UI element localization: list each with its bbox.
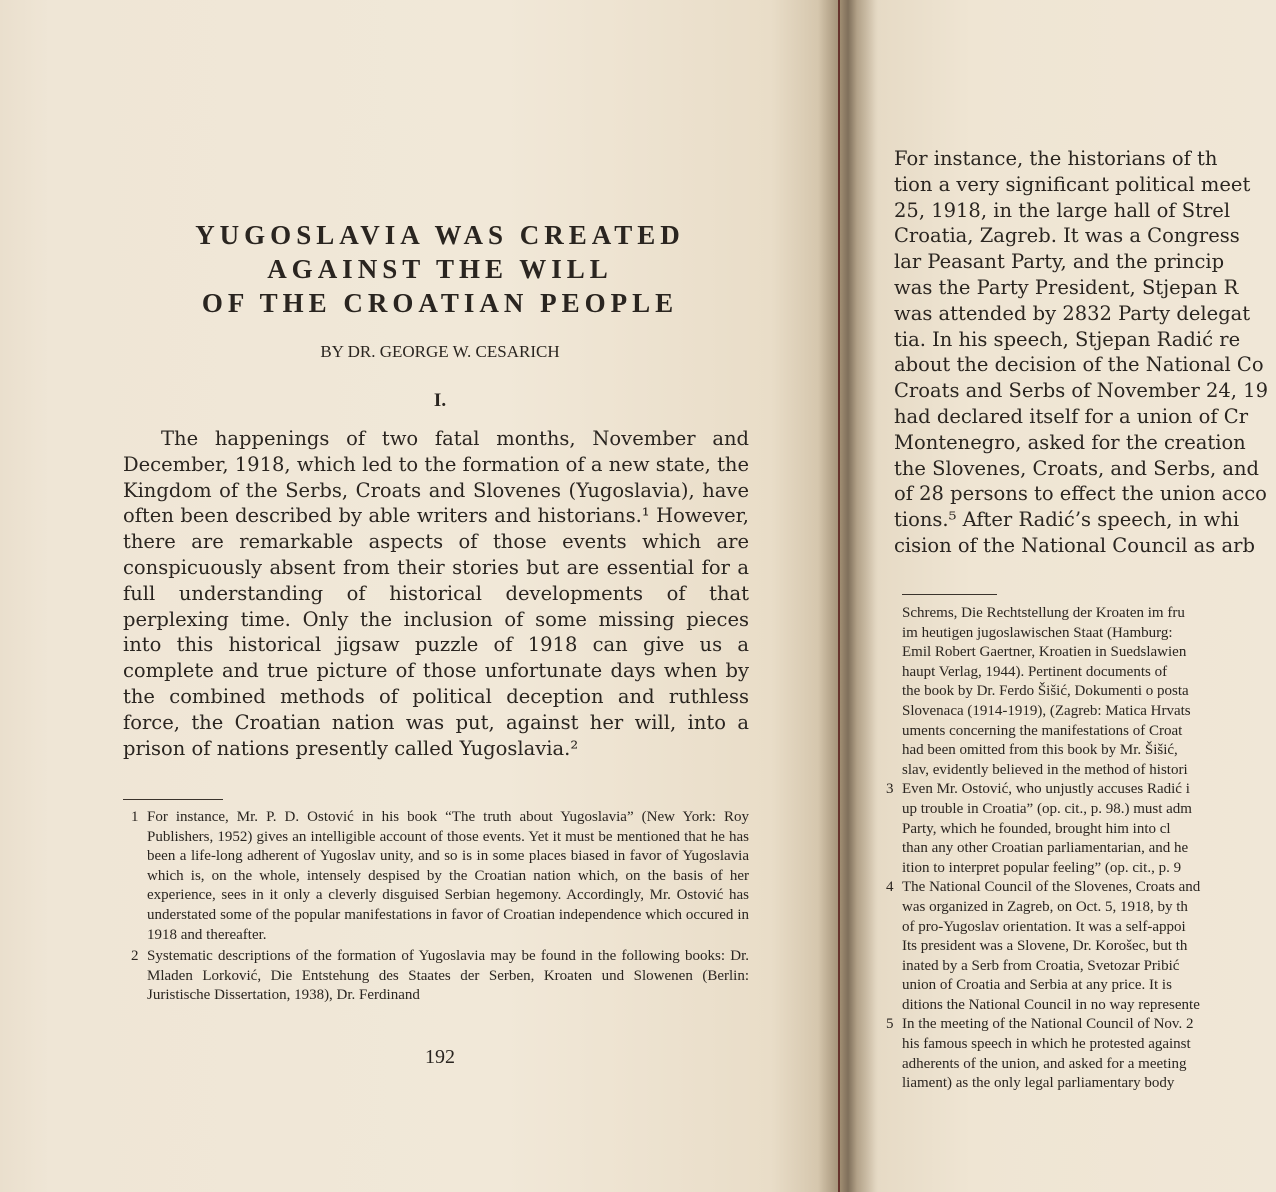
footnote-line	[886, 957, 1276, 977]
body-line: about the decision of the National Co	[894, 353, 1264, 377]
footnote-line	[886, 741, 1276, 761]
article-title	[120, 218, 760, 320]
section-number: I.	[433, 390, 447, 411]
footnote-line	[886, 780, 1276, 800]
footnote-line	[886, 1055, 1276, 1075]
footnote-line	[886, 624, 1276, 644]
footnote-number: 2	[131, 948, 139, 965]
right-page	[840, 0, 1276, 1192]
title-line: AGAINST THE WILL	[267, 254, 613, 284]
body-paragraph: The happenings of two fatal months, November and December, 1918, which led to the formation of a new state, the Kingdom of the Serbs, Croats and Slovenes (Yugoslavia), have often been described by able writers and historians.¹ However, there are remarkable aspects of those events which are conspicuously absent from their stories but are essential for a full understanding of historical developments of that perplexing time. Only the inclusion of some missing pieces into this historical jigsaw puzzle of 1918 can give us a complete and true picture of those unfortunate days when by the combined methods of political deception and ruthless force, the Croatian nation was put, against her will, into a prison of nations presently called Yugoslavia.²	[123, 427, 749, 760]
footnote-line	[886, 996, 1276, 1016]
footnote-line	[886, 604, 1276, 624]
footnote-text: im heutigen jugoslawischen Staat (Hamburg:	[902, 624, 1173, 641]
body-line: 25, 1918, in the large hall of Strel	[894, 198, 1231, 222]
footnote-text: was organized in Zagreb, on Oct. 5, 1918, by th	[902, 898, 1188, 915]
body-line: Croats and Serbs of November 24, 19	[894, 379, 1268, 403]
footnote-line	[886, 1015, 1276, 1035]
footnote-line	[886, 1035, 1276, 1055]
footnote-text: up trouble in Croatia” (op. cit., p. 98.) must adm	[902, 800, 1192, 817]
footnote-line	[886, 820, 1276, 840]
author-byline: BY DR. GEORGE W. CESARICH	[320, 342, 560, 361]
body-line: had declared itself for a union of Cr	[894, 404, 1249, 428]
footnote-text: Slovenaca (1914-1919), (Zagreb: Matica Hrvats	[902, 702, 1191, 719]
footnote-text: The National Council of the Slovenes, Croats and	[902, 879, 1201, 896]
footnote-text: adherents of the union, and asked for a meeting	[902, 1055, 1187, 1072]
body-line: was attended by 2832 Party delegat	[894, 301, 1251, 325]
footnote-line	[886, 702, 1276, 722]
footnote-text: haupt Verlag, 1944). Pertinent documents of	[902, 663, 1168, 680]
footnote-line	[886, 722, 1276, 742]
footnote-text: had been omitted from this book by Mr. Šišić,	[902, 742, 1178, 759]
footnote-line	[886, 898, 1276, 918]
footnote-line	[886, 918, 1276, 938]
footnote-number: 3	[886, 781, 894, 798]
footnote	[131, 808, 749, 945]
footnote-text: than any other Croatian parliamentarian, and he	[902, 840, 1189, 857]
body-line: of 28 persons to effect the union acco	[894, 482, 1267, 506]
footnote-text: union of Croatia and Serbia at any price. It is	[902, 977, 1172, 994]
footnotes	[131, 808, 749, 1008]
body-line: lar Peasant Party, and the princip	[894, 250, 1225, 274]
footnote-text: the book by Dr. Ferdo Šišić, Dokumenti o posta	[902, 683, 1189, 700]
footnote-number: 4	[886, 879, 894, 896]
footnote-text: liament) as the only legal parliamentary body	[902, 1075, 1175, 1092]
footnote-line	[886, 800, 1276, 820]
body-line: Montenegro, asked for the creation	[894, 430, 1246, 454]
footnote-text: Schrems, Die Rechtstellung der Kroaten im fru	[902, 605, 1185, 621]
footnote-text: Systematic descriptions of the formation of Yugoslavia may be found in the following books: Dr. Mladen Lorković, Die Entstehung des Staates der Serben, Kroaten und Slowenen (Berlin: Juristische Dissertation, 1938), Dr. Ferdinand	[147, 948, 749, 1004]
book-gutter	[818, 0, 878, 1192]
footnote-line	[886, 643, 1276, 663]
footnote-line	[886, 663, 1276, 683]
body-line: was the Party President, Stjepan R	[894, 275, 1239, 299]
footnote-text: ditions the National Council in no way represente	[902, 996, 1200, 1013]
body-line: tion a very significant political meet	[894, 172, 1251, 196]
footnote-text: uments concerning the manifestations of Croat	[902, 722, 1183, 739]
right-footnotes	[886, 582, 1276, 1094]
footnote-text: of pro-Yugoslav orientation. It was a self-appoi	[902, 918, 1186, 935]
footnote-number: 1	[131, 809, 139, 825]
footnote	[131, 947, 749, 1006]
footnote-text: slav, evidently believed in the method of histori	[902, 761, 1188, 778]
footnote-divider	[123, 799, 223, 800]
right-body-text	[894, 146, 1276, 559]
footnote-text: ition to interpret popular feeling” (op. cit., p. 9	[902, 859, 1182, 876]
body-line: tia. In his speech, Stjepan Radić re	[894, 327, 1241, 351]
body-line: For instance, the historians of th	[894, 147, 1218, 170]
footnote-text: Party, which he founded, brought him into cl	[902, 820, 1171, 837]
footnote-line	[886, 976, 1276, 996]
footnote-line	[886, 878, 1276, 898]
footnote-line	[886, 937, 1276, 957]
footnote-line	[886, 839, 1276, 859]
footnote-line	[886, 1074, 1276, 1094]
footnote-text: For instance, Mr. P. D. Ostović in his book “The truth about Yugoslavia” (New York: Roy Publishers, 1952) gives an intelligible account of those events. Yet it must be mentioned that he has been a life-long adherent of Yugoslav unity, and so is in some places biased in favor of Yugoslavia which is, on the whole, intensely despised by the Croatian nation which, on the basis of her experience, sees in it only a cleverly disguised Serbian hegemony. Accordingly, Mr. Ostović has understated some of the popular manifestations in favor of Croatian independence which occured in 1918 and thereafter.	[147, 809, 749, 943]
footnote-line	[886, 859, 1276, 879]
title-line: OF THE CROATIAN PEOPLE	[201, 288, 679, 318]
body-line: the Slovenes, Croats, and Serbs, and	[894, 456, 1260, 480]
footnote-line	[886, 761, 1276, 781]
footnote-text: his famous speech in which he protested against	[902, 1036, 1191, 1053]
page-number: 192	[425, 1046, 455, 1068]
footnote-text: In the meeting of the National Council of Nov. 2	[902, 1016, 1194, 1033]
footnote-text: Its president was a Slovene, Dr. Korošec, but th	[902, 938, 1188, 955]
footnote-text: Even Mr. Ostović, who unjustly accuses Radić i	[902, 781, 1190, 798]
title-line: YUGOSLAVIA WAS CREATED	[195, 220, 685, 250]
footnote-line	[886, 682, 1276, 702]
footnote-number: 5	[886, 1016, 894, 1033]
body-line: tions.⁵ After Radić’s speech, in whi	[894, 508, 1240, 532]
footnote-text: Emil Robert Gaertner, Kroatien in Suedslawien	[902, 644, 1187, 661]
body-line: Croatia, Zagreb. It was a Congress	[894, 224, 1240, 248]
body-line: cision of the National Council as arb	[894, 533, 1255, 557]
footnote-text: inated by a Serb from Croatia, Svetozar Pribić	[902, 957, 1180, 974]
